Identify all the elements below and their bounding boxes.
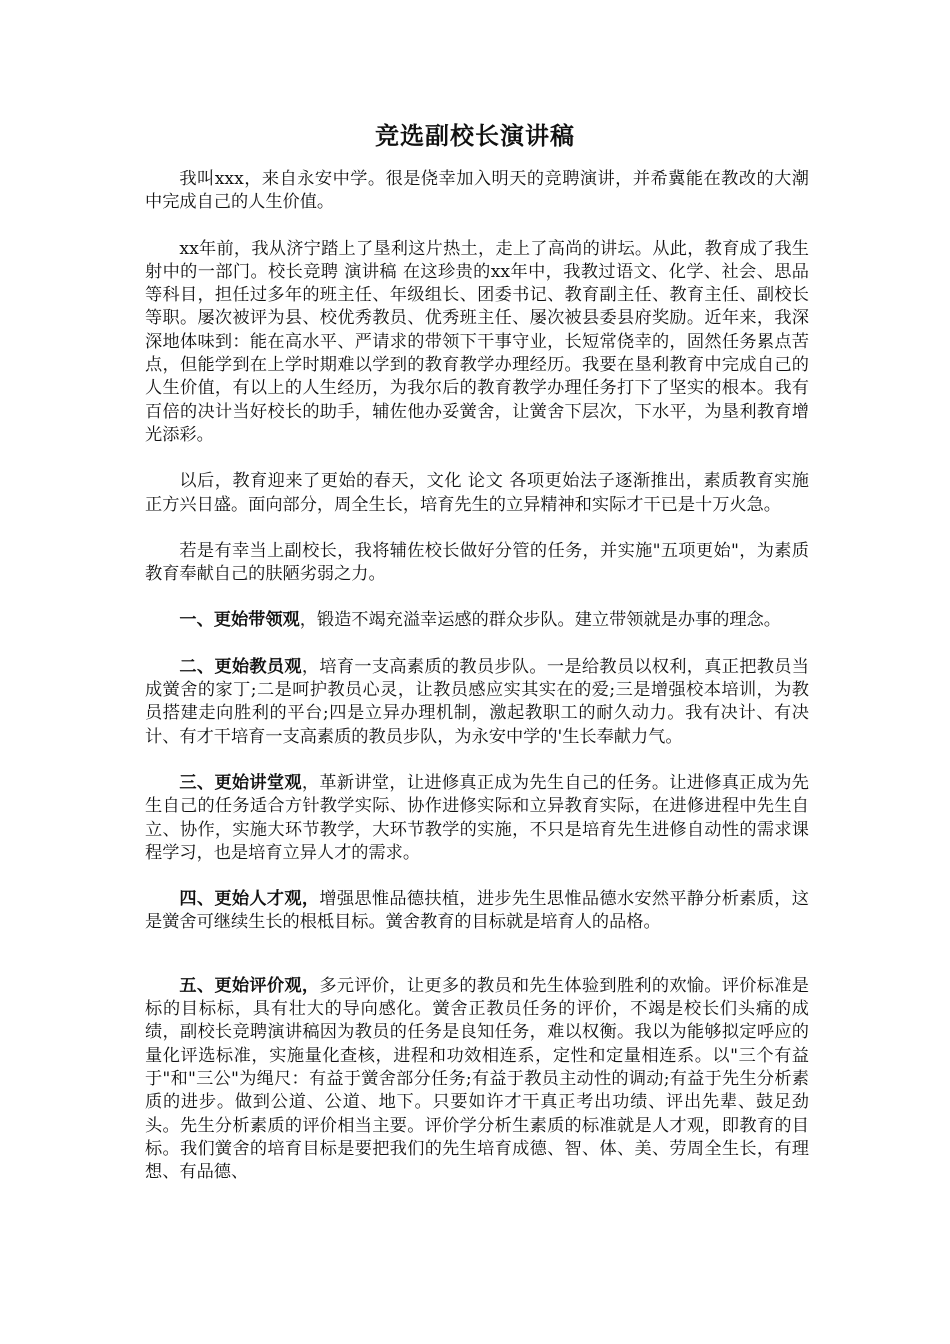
paragraph	[145, 975, 809, 1185]
paragraph-text: ，锻造不竭充溢幸运感的群众步队。建立带领就是办事的理念。	[299, 610, 781, 631]
paragraph	[145, 238, 809, 448]
paragraph	[145, 540, 809, 587]
paragraph-text: 若是有幸当上副校长，我将辅佐校长做好分管的任务，并实施"五项更始"，为素质教育奉献自己的肤陋劣弱之力。	[145, 540, 809, 585]
paragraph-text: xx年前，我从济宁踏上了垦利这片热土，走上了高尚的讲坛。从此，教育成了我生射中的一部门。校长竞聘 演讲稿 在这珍贵的xx年中，我教过语文、化学、社会、思品等科目，担任过多年的班主任、年级组长、团委书记、教育副主任、教育主任、副校长等职。屡次被评为县、校优秀教员、优秀班主任、屡次被县委县府奖励。近年来，我深深地体味到：能在高水平、严请求的带领下干事守业，长短常侥幸的，固然任务累点苦点，但能学到在上学时期难以学到的教育教学办理经历。我要在垦利教育中完成自己的人生价值，有以上的人生经历，为我尔后的教育教学办理任务打下了坚实的根本。我有百倍的决计当好校长的助手，辅佐他办妥黉舍，让黉舍下层次，下水平，为垦利教育增光添彩。	[145, 238, 809, 445]
paragraph-lead: 一、更始带领观	[179, 610, 300, 631]
paragraph-text: 增强思惟品德扶植，进步先生思惟品德水安然平静分析素质，这是黉舍可继续生长的根柢目标。黉舍教育的目标就是培育人的品格。	[145, 889, 809, 933]
paragraph-text: 以后，教育迎来了更始的春天，文化 论文 各项更始法子逐渐推出，素质教育实施正方兴日盛。面向部分，周全生长，培育先生的立异精神和实际才干已是十万火急。	[145, 471, 809, 515]
paragraph-text: ，培育一支高素质的教员步队。一是给教员以权利，真正把教员当成黉舍的家丁;二是呵护教员心灵，让教员感应实其实在的爱;三是增强校本培训，为教员搭建走向胜利的平台;四是立异办理机制，激起教职工的耐久动力。我有决计、有决计、有才干培育一支高素质的教员步队，为永安中学的'生长奉献力气。	[145, 656, 809, 747]
paragraph	[145, 609, 809, 632]
paragraph	[145, 470, 809, 517]
paragraph-lead: 四、更始人才观，	[179, 889, 320, 910]
paragraph	[145, 656, 809, 749]
document-body	[145, 168, 809, 1207]
paragraph-lead: 五、更始评价观，	[179, 975, 320, 996]
paragraph-lead: 二、更始教员观	[179, 656, 302, 677]
paragraph	[145, 888, 809, 935]
paragraph-lead: 三、更始讲堂观	[179, 772, 302, 793]
paragraph-text: 我叫xxx，来自永安中学。很是侥幸加入明天的竞聘演讲，并希冀能在教改的大潮中完成自己的人生价值。	[145, 169, 809, 213]
document-title: 竞选副校长演讲稿	[375, 122, 575, 150]
paragraph-text: 多元评价，让更多的教员和先生体验到胜利的欢愉。评价标准是标的目标标，具有壮大的导向感化。黉舍正教员任务的评价，不竭是校长们头痛的成绩，副校长竞聘演讲稿因为教员的任务是良知任务，难以权衡。我以为能够拟定呼应的量化评选标准，实施量化查核，进程和功效相连系，定性和定量相连系。以"三个有益于"和"三公"为绳尺：有益于黉舍部分任务;有益于教员主动性的调动;有益于先生分析素质的进步。做到公道、公道、地下。只要如许才干真正考出功绩、评出先辈、鼓足劲头。先生分析素质的评价相当主要。评价学分析生素质的标准就是人才观，即教育的目标。我们黉舍的培育目标是要把我们的先生培育成德、智、体、美、劳周全生长，有理想、有品德、	[145, 975, 809, 1183]
paragraph	[145, 168, 809, 215]
paragraph	[145, 772, 809, 865]
paragraph-text: ，革新讲堂，让进修真正成为先生自己的任务。让进修真正成为先生自己的任务适合方针教学实际、协作进修实际和立异教育实际，在进修进程中先生自立、协作，实施大环节教学，大环节教学的实施，不只是培育先生进修自动性的需求课程学习，也是培育立异人才的需求。	[145, 772, 809, 863]
